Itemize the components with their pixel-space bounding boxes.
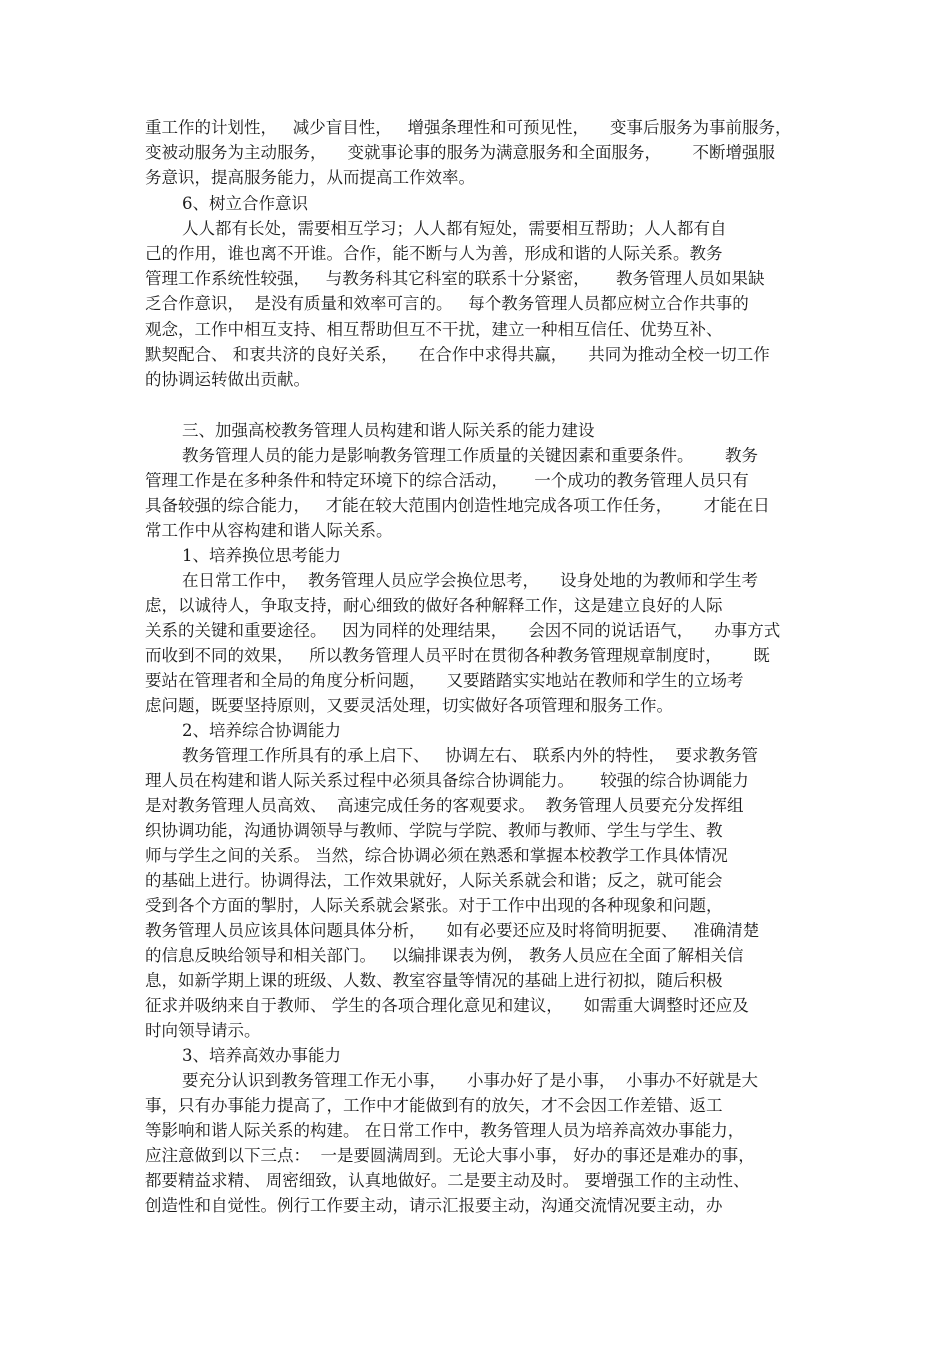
text-line: 受到各个方面的掣肘，人际关系就会紧张。对于工作中出现的各种现象和问题， [145,896,723,915]
text-line: 是对教务管理人员高效、 高速完成任务的客观要求。 教务管理人员要充分发挥组 [145,796,744,815]
text-line: 要站在管理者和全局的角度分析问题， 又要踏踏实实地站在教师和学生的立场考 [145,671,744,690]
text-line: 等影响和谐人际关系的构建。 在日常工作中，教务管理人员为培养高效办事能力， [145,1121,745,1140]
text-line: 变被动服务为主动服务， 变就事论事的服务为满意服务和全面服务， 不断增强服 [145,143,775,162]
section-heading: 1、培养换位思考能力 [182,546,341,565]
text-line: 乏合作意识， 是没有质量和效率可言的。 每个教务管理人员都应树立合作共事的 [145,294,749,313]
text-line: 重工作的计划性， 减少盲目性， 增强条理性和可预见性， 变事后服务为事前服务， [145,118,792,137]
text-line: 教务管理人员应该具体问题具体分析， 如有必要还应及时将简明扼要、 准确清楚 [145,921,760,940]
text-line: 事，只有办事能力提高了，工作中才能做到有的放矢，才不会因工作差错、返工 [145,1096,723,1115]
text-line: 的协调运转做出贡献。 [145,370,310,389]
text-line: 的信息反映给领导和相关部门。 以编排课表为例， 教务人员应在全面了解相关信 [145,946,744,965]
text-line: 教务管理人员的能力是影响教务管理工作质量的关键因素和重要条件。 教务 [182,446,758,465]
text-line: 教务管理工作所具有的承上启下、 协调左右、 联系内外的特性， 要求教务管 [182,746,758,765]
text-line: 常工作中从容构建和谐人际关系。 [145,521,393,540]
text-line: 创造性和自觉性。例行工作要主动，请示汇报要主动，沟通交流情况要主动，办 [145,1196,723,1215]
text-line: 人人都有长处，需要相互学习；人人都有短处，需要相互帮助；人人都有自 [182,219,727,238]
text-line: 观念，工作中相互支持、相互帮助但互不干扰，建立一种相互信任、优势互补、 [145,320,723,339]
text-line: 默契配合、 和衷共济的良好关系， 在合作中求得共赢， 共同为推动全校一切工作 [145,345,770,364]
text-line: 关系的关键和重要途径。 因为同样的处理结果， 会因不同的说话语气， 办事方式 [145,621,781,640]
chapter-heading: 三、加强高校教务管理人员构建和谐人际关系的能力建设 [182,421,595,440]
text-line: 管理工作是在多种条件和特定环境下的综合活动， 一个成功的教务管理人员只有 [145,471,749,490]
text-line: 虑问题，既要坚持原则，又要灵活处理，切实做好各项管理和服务工作。 [145,696,673,715]
text-line: 务意识，提高服务能力，从而提高工作效率。 [145,168,475,187]
text-line: 己的作用，谁也离不开谁。合作，能不断与人为善，形成和谐的人际关系。教务 [145,244,723,263]
text-line: 都要精益求精、 周密细致，认真地做好。二是要主动及时。 要增强工作的主动性、 [145,1171,750,1190]
section-heading: 3、培养高效办事能力 [182,1046,341,1065]
text-line: 虑，以诚待人，争取支持，耐心细致的做好各种解释工作，这是建立良好的人际 [145,596,723,615]
text-line: 织协调功能，沟通协调领导与教师、学院与学院、教师与教师、学生与学生、教 [145,821,723,840]
text-line: 理人员在构建和谐人际关系过程中必须具备综合协调能力。 较强的综合协调能力 [145,771,749,790]
text-line: 管理工作系统性较强， 与教务科其它科室的联系十分紧密， 教务管理人员如果缺 [145,269,765,288]
section-heading: 6、树立合作意识 [182,194,308,213]
text-line: 在日常工作中， 教务管理人员应学会换位思考， 设身处地的为教师和学生考 [182,571,758,590]
text-line: 的基础上进行。协调得法，工作效果就好，人际关系就会和谐；反之，就可能会 [145,871,723,890]
text-line: 息，如新学期上课的班级、人数、教室容量等情况的基础上进行初拟，随后积极 [145,971,723,990]
text-line: 而收到不同的效果， 所以教务管理人员平时在贯彻各种教务管理规章制度时， 既 [145,646,770,665]
text-line: 应注意做到以下三点： 一是要圆满周到。无论大事小事， 好办的事还是难办的事， [145,1146,755,1165]
text-line: 征求并吸纳来自于教师、 学生的各项合理化意见和建议， 如需重大调整时还应及 [145,996,749,1015]
section-heading: 2、培养综合协调能力 [182,721,341,740]
text-line: 师与学生之间的关系。 当然，综合协调必须在熟悉和掌握本校教学工作具体情况 [145,846,728,865]
text-line: 具备较强的综合能力， 才能在较大范围内创造性地完成各项工作任务， 才能在日 [145,496,770,515]
text-line: 时向领导请示。 [145,1021,261,1040]
text-line: 要充分认识到教务管理工作无小事， 小事办好了是小事， 小事办不好就是大 [182,1071,758,1090]
